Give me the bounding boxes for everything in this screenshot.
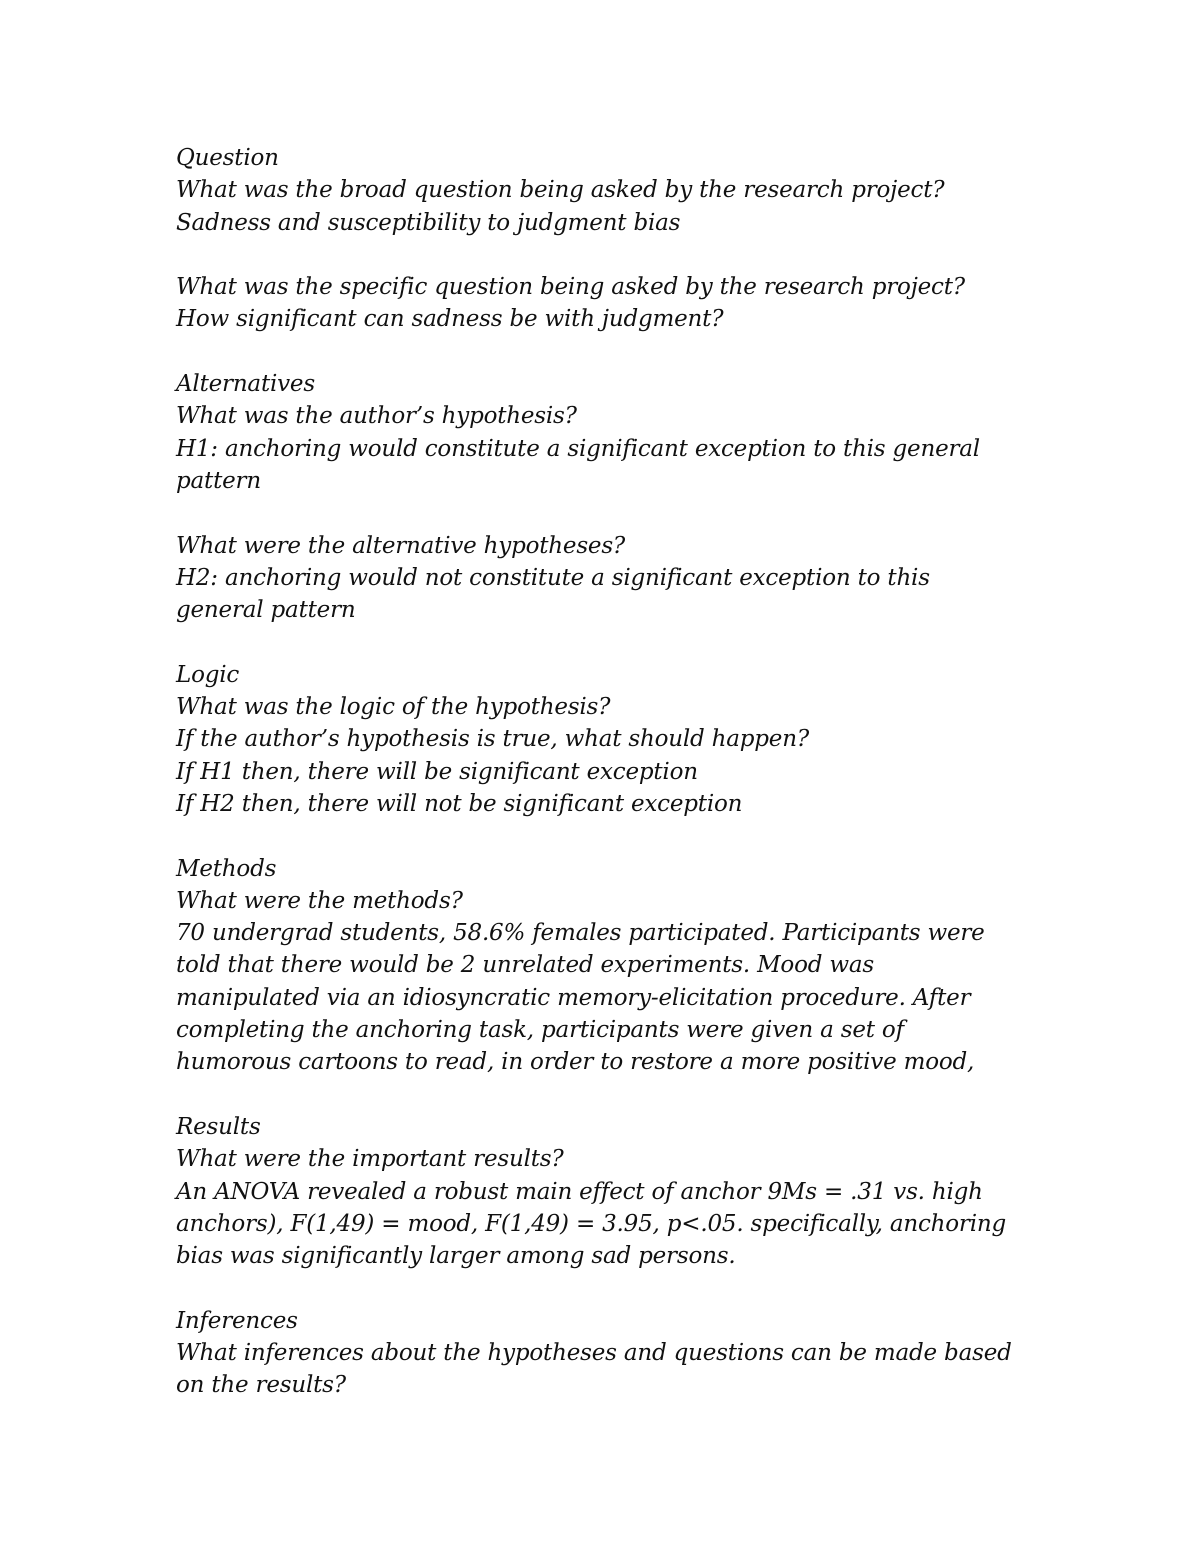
logic-followup-prompt: If the author’s hypothesis is true, what should happen? (176, 726, 809, 753)
section-heading-results: Results (176, 1113, 261, 1140)
logic-answer-h2: If H2 then, there will not be significant exception (176, 790, 743, 817)
section-alternatives (176, 368, 1036, 497)
section-alternative-hypotheses (176, 530, 1036, 627)
section-question (176, 142, 1036, 239)
results-answer: An ANOVA revealed a robust main effect of anchor 9Ms = .31 vs. high anchors), F(1,49) = mood, F(1,49) = 3.95, p<.05. specifically, anchoring bias was significantly larger among sad persons. (176, 1178, 1007, 1270)
section-inferences (176, 1305, 1036, 1402)
methods-prompt: What were the methods? (176, 887, 463, 914)
section-results (176, 1111, 1036, 1272)
author-hypothesis-answer: H1: anchoring would constitute a significant exception to this general pattern (176, 435, 980, 494)
inferences-prompt: What inferences about the hypotheses and questions can be made based on the results? (176, 1339, 1012, 1399)
section-logic (176, 659, 1036, 820)
broad-question-prompt: What was the broad question being asked by the research project? (176, 177, 945, 204)
logic-prompt: What was the logic of the hypothesis? (176, 694, 611, 721)
specific-question-prompt: What was the specific question being asked by the research project? (176, 274, 965, 301)
section-specific-question (176, 271, 1036, 336)
section-heading-alternatives: Alternatives (176, 371, 315, 398)
section-heading-inferences: Inferences (176, 1307, 298, 1334)
logic-answer-h1: If H1 then, there will be significant exception (176, 758, 698, 785)
specific-question-answer: How significant can sadness be with judgment? (176, 306, 724, 333)
alternative-hypotheses-prompt: What were the alternative hypotheses? (176, 532, 626, 559)
section-heading-logic: Logic (176, 661, 240, 688)
methods-answer: 70 undergrad students, 58.6% females participated. Participants were told that there would be 2 unrelated experiments. Mood was manipulated via an idiosyncratic memory-elicitation procedure. After completing the anchoring task, participants were given a set of humorous cartoons to read, in order to restore a more positive mood, (176, 920, 985, 1076)
section-heading-question: Question (176, 145, 279, 171)
author-hypothesis-prompt: What was the author’s hypothesis? (176, 403, 577, 430)
document-body (176, 142, 1036, 1434)
section-methods (176, 853, 1036, 1079)
broad-question-answer: Sadness and susceptibility to judgment bias (176, 209, 681, 236)
section-heading-methods: Methods (176, 855, 277, 882)
results-prompt: What were the important results? (176, 1146, 564, 1173)
alternative-hypotheses-answer: H2: anchoring would not constitute a significant exception to this general pattern (176, 564, 930, 624)
